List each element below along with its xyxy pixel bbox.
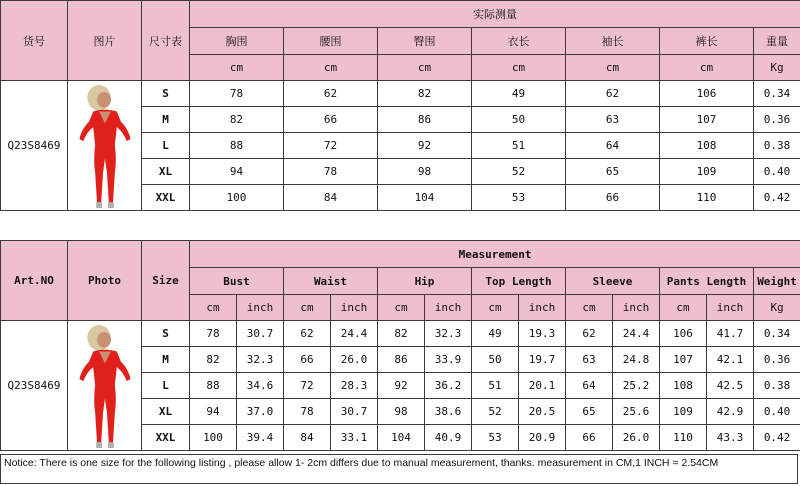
sleeve-cm-cell: 64 bbox=[566, 373, 613, 399]
hip-in-cell: 38.6 bbox=[425, 399, 472, 425]
header-hip: Hip bbox=[378, 268, 472, 295]
header-photo: Photo bbox=[68, 241, 142, 321]
pants-cm-cell: 106 bbox=[660, 321, 707, 347]
header-sleeve: Sleeve bbox=[566, 268, 660, 295]
header-weight: 重量 bbox=[754, 28, 800, 55]
pants-in-cell: 43.3 bbox=[707, 425, 754, 451]
photo-cell bbox=[68, 321, 142, 451]
weight-cell: 0.42 bbox=[754, 185, 800, 211]
sleeve-cm-cell: 62 bbox=[566, 321, 613, 347]
waist-cell: 62 bbox=[284, 81, 378, 107]
hip-cm-cell: 98 bbox=[378, 399, 425, 425]
size-cell: M bbox=[142, 347, 190, 373]
top-cm-cell: 53 bbox=[472, 425, 519, 451]
pants-cm-cell: 109 bbox=[660, 399, 707, 425]
bust-cm-cell: 100 bbox=[190, 425, 237, 451]
unit-cm: cm bbox=[190, 55, 284, 81]
sleeve-cm-cell: 65 bbox=[566, 399, 613, 425]
unit-cm: cm bbox=[284, 295, 331, 321]
top-cm-cell: 51 bbox=[472, 373, 519, 399]
unit-inch: inch bbox=[707, 295, 754, 321]
sleeve-in-cell: 24.8 bbox=[613, 347, 660, 373]
bust-in-cell: 37.0 bbox=[237, 399, 284, 425]
size-cell: L bbox=[142, 133, 190, 159]
pants-in-cell: 42.1 bbox=[707, 347, 754, 373]
header-item-no: 货号 bbox=[1, 1, 68, 81]
header-measurement: Measurement bbox=[190, 241, 800, 268]
bust-cm-cell: 88 bbox=[190, 373, 237, 399]
waist-cell: 78 bbox=[284, 159, 378, 185]
size-cell: XXL bbox=[142, 185, 190, 211]
unit-kg: Kg bbox=[754, 55, 800, 81]
waist-cell: 84 bbox=[284, 185, 378, 211]
sleeve-in-cell: 25.6 bbox=[613, 399, 660, 425]
unit-cm: cm bbox=[660, 295, 707, 321]
sleeve-in-cell: 26.0 bbox=[613, 425, 660, 451]
header-pants-length: Pants Length bbox=[660, 268, 754, 295]
unit-kg: Kg bbox=[754, 295, 800, 321]
size-cell: XL bbox=[142, 399, 190, 425]
waist-in-cell: 26.0 bbox=[331, 347, 378, 373]
size-cell: L bbox=[142, 373, 190, 399]
top-length-cell: 50 bbox=[472, 107, 566, 133]
pants-length-cell: 109 bbox=[660, 159, 754, 185]
pants-cm-cell: 110 bbox=[660, 425, 707, 451]
sleeve-in-cell: 24.4 bbox=[613, 321, 660, 347]
unit-cm: cm bbox=[472, 295, 519, 321]
unit-inch: inch bbox=[519, 295, 566, 321]
top-in-cell: 20.1 bbox=[519, 373, 566, 399]
waist-in-cell: 24.4 bbox=[331, 321, 378, 347]
waist-cell: 72 bbox=[284, 133, 378, 159]
header-top-length: 衣长 bbox=[472, 28, 566, 55]
hip-in-cell: 33.9 bbox=[425, 347, 472, 373]
hip-cm-cell: 92 bbox=[378, 373, 425, 399]
waist-cm-cell: 84 bbox=[284, 425, 331, 451]
weight-cell: 0.38 bbox=[754, 133, 800, 159]
waist-cell: 66 bbox=[284, 107, 378, 133]
top-cm-cell: 52 bbox=[472, 399, 519, 425]
header-photo: 图片 bbox=[68, 1, 142, 81]
unit-cm: cm bbox=[190, 295, 237, 321]
bust-in-cell: 34.6 bbox=[237, 373, 284, 399]
unit-inch: inch bbox=[331, 295, 378, 321]
pants-cm-cell: 107 bbox=[660, 347, 707, 373]
weight-cell: 0.36 bbox=[754, 347, 800, 373]
header-waist: 腰围 bbox=[284, 28, 378, 55]
top-cm-cell: 50 bbox=[472, 347, 519, 373]
sleeve-cm-cell: 63 bbox=[566, 347, 613, 373]
pants-length-cell: 106 bbox=[660, 81, 754, 107]
weight-cell: 0.34 bbox=[754, 81, 800, 107]
weight-cell: 0.40 bbox=[754, 159, 800, 185]
bust-cm-cell: 94 bbox=[190, 399, 237, 425]
bust-cell: 88 bbox=[190, 133, 284, 159]
weight-cell: 0.40 bbox=[754, 399, 800, 425]
pants-in-cell: 42.5 bbox=[707, 373, 754, 399]
waist-cm-cell: 72 bbox=[284, 373, 331, 399]
sleeve-cell: 66 bbox=[566, 185, 660, 211]
hip-cm-cell: 104 bbox=[378, 425, 425, 451]
header-size: Size bbox=[142, 241, 190, 321]
bust-cell: 78 bbox=[190, 81, 284, 107]
bust-in-cell: 30.7 bbox=[237, 321, 284, 347]
unit-inch: inch bbox=[425, 295, 472, 321]
unit-cm: cm bbox=[472, 55, 566, 81]
header-art-no: Art.NO bbox=[1, 241, 68, 321]
unit-cm: cm bbox=[566, 295, 613, 321]
hip-cm-cell: 86 bbox=[378, 347, 425, 373]
sleeve-cell: 63 bbox=[566, 107, 660, 133]
size-cell: M bbox=[142, 107, 190, 133]
sleeve-in-cell: 25.2 bbox=[613, 373, 660, 399]
header-waist: Waist bbox=[284, 268, 378, 295]
table-row bbox=[1, 81, 800, 107]
red-jumpsuit-model-photo-icon bbox=[77, 82, 133, 210]
hip-cell: 104 bbox=[378, 185, 472, 211]
top-in-cell: 20.5 bbox=[519, 399, 566, 425]
unit-cm: cm bbox=[378, 295, 425, 321]
pants-length-cell: 107 bbox=[660, 107, 754, 133]
unit-cm: cm bbox=[660, 55, 754, 81]
notice-text: Notice: There is one size for the following listing , please allow 1- 2cm differs due to manual measurement, thanks. measurement in CM,1 INCH = 2.54CM bbox=[0, 454, 798, 484]
bust-cm-cell: 78 bbox=[190, 321, 237, 347]
weight-cell: 0.42 bbox=[754, 425, 800, 451]
weight-cell: 0.34 bbox=[754, 321, 800, 347]
waist-cm-cell: 78 bbox=[284, 399, 331, 425]
art-no-cell: Q23S8469 bbox=[1, 321, 68, 451]
size-cell: S bbox=[142, 321, 190, 347]
unit-cm: cm bbox=[566, 55, 660, 81]
header-measurement: 实际测量 bbox=[190, 1, 800, 28]
top-length-cell: 52 bbox=[472, 159, 566, 185]
hip-cell: 86 bbox=[378, 107, 472, 133]
top-in-cell: 19.3 bbox=[519, 321, 566, 347]
pants-cm-cell: 108 bbox=[660, 373, 707, 399]
header-bust: Bust bbox=[190, 268, 284, 295]
hip-in-cell: 32.3 bbox=[425, 321, 472, 347]
top-length-cell: 49 bbox=[472, 81, 566, 107]
photo-cell bbox=[68, 81, 142, 211]
waist-in-cell: 28.3 bbox=[331, 373, 378, 399]
size-cell: XL bbox=[142, 159, 190, 185]
hip-in-cell: 40.9 bbox=[425, 425, 472, 451]
hip-cell: 82 bbox=[378, 81, 472, 107]
header-bust: 胸围 bbox=[190, 28, 284, 55]
sleeve-cell: 64 bbox=[566, 133, 660, 159]
hip-cell: 92 bbox=[378, 133, 472, 159]
table-row bbox=[1, 321, 800, 347]
top-length-cell: 51 bbox=[472, 133, 566, 159]
waist-cm-cell: 66 bbox=[284, 347, 331, 373]
sleeve-cell: 65 bbox=[566, 159, 660, 185]
sleeve-cell: 62 bbox=[566, 81, 660, 107]
waist-cm-cell: 62 bbox=[284, 321, 331, 347]
unit-inch: inch bbox=[613, 295, 660, 321]
size-cell: S bbox=[142, 81, 190, 107]
waist-in-cell: 33.1 bbox=[331, 425, 378, 451]
bust-cell: 82 bbox=[190, 107, 284, 133]
header-weight: Weight bbox=[754, 268, 800, 295]
hip-cell: 98 bbox=[378, 159, 472, 185]
top-cm-cell: 49 bbox=[472, 321, 519, 347]
header-hip: 臀围 bbox=[378, 28, 472, 55]
unit-cm: cm bbox=[378, 55, 472, 81]
hip-cm-cell: 82 bbox=[378, 321, 425, 347]
weight-cell: 0.36 bbox=[754, 107, 800, 133]
unit-cm: cm bbox=[284, 55, 378, 81]
bust-cell: 100 bbox=[190, 185, 284, 211]
top-length-cell: 53 bbox=[472, 185, 566, 211]
item-no-cell: Q23S8469 bbox=[1, 81, 68, 211]
size-chart-english bbox=[0, 240, 800, 451]
unit-inch: inch bbox=[237, 295, 284, 321]
size-chart-chinese bbox=[0, 0, 800, 211]
red-jumpsuit-model-photo-icon bbox=[77, 322, 133, 450]
waist-in-cell: 30.7 bbox=[331, 399, 378, 425]
pants-length-cell: 108 bbox=[660, 133, 754, 159]
size-cell: XXL bbox=[142, 425, 190, 451]
sleeve-cm-cell: 66 bbox=[566, 425, 613, 451]
bust-in-cell: 32.3 bbox=[237, 347, 284, 373]
pants-length-cell: 110 bbox=[660, 185, 754, 211]
pants-in-cell: 42.9 bbox=[707, 399, 754, 425]
hip-in-cell: 36.2 bbox=[425, 373, 472, 399]
top-in-cell: 19.7 bbox=[519, 347, 566, 373]
header-size: 尺寸表 bbox=[142, 1, 190, 81]
header-pants-length: 裤长 bbox=[660, 28, 754, 55]
pants-in-cell: 41.7 bbox=[707, 321, 754, 347]
bust-cm-cell: 82 bbox=[190, 347, 237, 373]
weight-cell: 0.38 bbox=[754, 373, 800, 399]
header-top-length: Top Length bbox=[472, 268, 566, 295]
top-in-cell: 20.9 bbox=[519, 425, 566, 451]
header-sleeve: 袖长 bbox=[566, 28, 660, 55]
bust-in-cell: 39.4 bbox=[237, 425, 284, 451]
bust-cell: 94 bbox=[190, 159, 284, 185]
